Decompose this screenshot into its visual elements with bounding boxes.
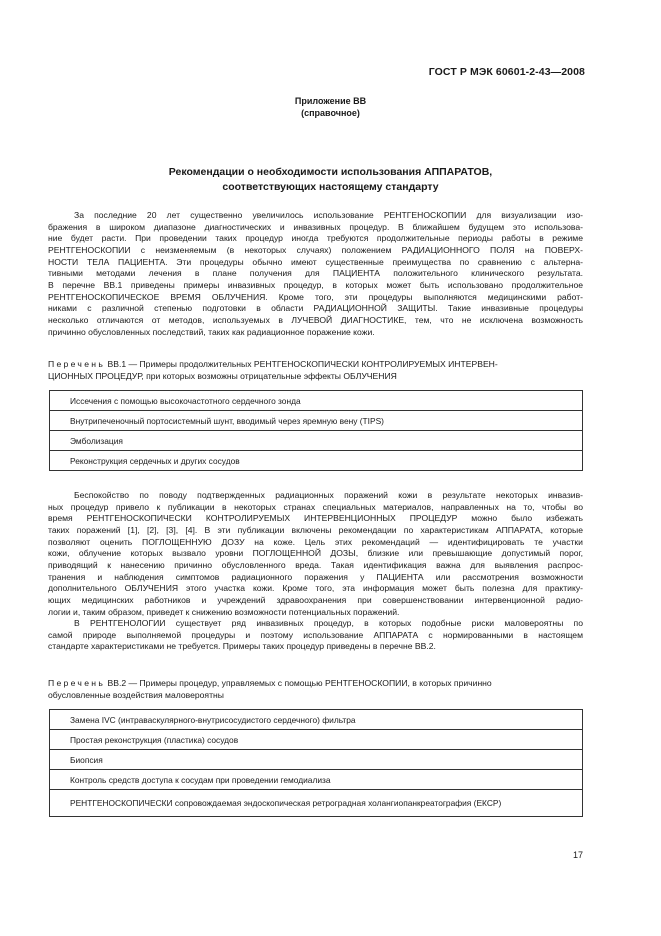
text-line: кожи, облучение которых вызвало уровни ПОГЛОЩЕННОЙ ДОЗЫ, близкие или превышающие допустимый порог,	[48, 548, 583, 559]
annex-kind: (справочное)	[301, 108, 360, 118]
text-line: Беспокойство по поводу подтвержденных радиационных поражений кожи в результате некоторых инвазив-	[74, 490, 583, 500]
concern-paragraph	[48, 490, 583, 618]
text-line: самой природе выполняемой процедуры и поэтому использование АППАРАТА с нормированными в настоящем	[48, 629, 583, 640]
text-line: позволяют оценить ПОГЛОЩЕННУЮ ДОЗУ на коже. Цель этих рекомендаций — идентифицировать те участки	[48, 536, 583, 547]
text-line: За последние 20 лет существенно увеличилось использование РЕНТГЕНОСКОПИИ для визуализации изо-	[74, 210, 583, 220]
list-heading-line	[48, 677, 583, 689]
list-bb1-heading	[48, 358, 583, 382]
text-line: РЕНТГЕНОСКОПИИ с неизменяемым (в некоторых случаях) положением РАДИАЦИОННОГО ПОЛЯ на ПОВЕРХ-	[48, 244, 583, 255]
table-cell: Эмболизация	[50, 431, 583, 451]
list-bb1-table	[49, 390, 583, 471]
text-line: логии и, таким образом, приведет к снижению возможности потенциальных поражений.	[48, 606, 400, 617]
text-line: время РЕНТГЕНОСКОПИЧЕСКИ КОНТРОЛИРУЕМЫХ ИНТЕРВЕНЦИОННЫХ ПРОЦЕДУР можно было избежать	[48, 513, 583, 524]
intro-paragraph	[48, 210, 583, 338]
text-line: тивными методами лечения в плане получения для ПАЦИЕНТА положительного клинического результата.	[48, 268, 583, 279]
list-heading-line	[48, 358, 583, 370]
list-bb2-heading	[48, 677, 583, 701]
list-heading-line: ЦИОННЫХ ПРОЦЕДУР, при которых возможны отрицательные эффекты ОБЛУЧЕНИЯ	[48, 371, 397, 381]
list-bb2-table	[49, 709, 583, 817]
table-cell: Биопсия	[50, 750, 583, 770]
table-row	[50, 750, 583, 770]
table-row	[50, 411, 583, 431]
text-line: В перечне ВВ.1 приведены примеры инвазивных процедур, в которых может быть использовано продолжительное	[48, 279, 583, 290]
table-row	[50, 790, 583, 817]
section-title	[0, 165, 661, 195]
table-cell: РЕНТГЕНОСКОПИЧЕСКИ сопровождаемая эндоскопическая ретроградная холангиопанкреатография (ЕКСР)	[50, 790, 583, 817]
table-row	[50, 730, 583, 750]
page-number: 17	[572, 850, 583, 860]
text-line: ющих медицинских работников и учреждений здравоохранения при совершенствовании интервенционной радио-	[48, 594, 583, 605]
list-label: Перечень	[48, 678, 106, 688]
text-line: дополнительного ОБЛУЧЕНИЯ этого участка кожи. Кроме того, эта информация может быть полезна для практику-	[48, 583, 583, 594]
text-line: ние будет расти. При проведении таких процедур иногда требуются продолжительные периоды работы в режиме	[48, 233, 583, 244]
text-line: приводящий к нанесению причинно обусловленного вреда. Такая идентификация важна для выявления распрос-	[48, 559, 583, 570]
table-row	[50, 451, 583, 471]
table-cell: Внутрипеченочный портосистемный шунт, вводимый через яремную вену (TIPS)	[50, 411, 583, 431]
table-row	[50, 391, 583, 411]
table-cell: Контроль средств доступа к сосудам при проведении гемодиализа	[50, 770, 583, 790]
text-line: причинно обусловленных последствий, таких как радиационное поражение кожи.	[48, 326, 375, 337]
list-heading-line: обусловленные воздействия маловероятны	[48, 690, 224, 700]
text-line: бражения в широком диапазоне диагностических и инвазивных процедур. В ближайшем будущем это использова-	[48, 221, 583, 232]
table-cell: Иссечения с помощью высокочастотного сердечного зонда	[50, 391, 583, 411]
text-line: таких поражений [1], [2], [3], [4]. В эти публикации включены рекомендации по характеристикам АППАРАТА, которые	[48, 524, 583, 535]
document-code: ГОСТ Р МЭК 60601-2-43—2008	[428, 66, 585, 78]
table-row	[50, 710, 583, 730]
table-row	[50, 770, 583, 790]
text-line: никами с различной степенью подготовки в области РАДИАЦИОННОЙ ЗАЩИТЫ. Такие инвазивные процедуры	[48, 303, 583, 314]
text-line: стандарте характеристиками не требуется. Примеры таких процедур приведены в перечне ВВ.2.	[48, 641, 436, 652]
list-heading-text: ВВ.1 — Примеры продолжительных РЕНТГЕНОСКОПИЧЕСКИ КОНТРОЛИРУЕМЫХ ИНТЕРВЕН-	[107, 359, 498, 369]
table-row	[50, 431, 583, 451]
table-cell: Простая реконструкция (пластика) сосудов	[50, 730, 583, 750]
text-line: В РЕНТГЕНОЛОГИИ существует ряд инвазивных процедур, в которых подобные риски маловероятны по	[74, 618, 583, 628]
list-heading-text: ВВ.2 — Примеры процедур, управляемых с помощью РЕНТГЕНОСКОПИИ, в которых причинно	[107, 678, 492, 688]
text-line: транения и наблюдения симптомов радиационного поражения у ПАЦИЕНТА или рассмотрения возможности	[48, 571, 583, 582]
text-line: НОСТИ ТЕЛА ПАЦИЕНТА. Эти процедуры обычно имеют существенные преимущества по сравнению с альтерна-	[48, 256, 583, 267]
section-title-line: Рекомендации о необходимости использования АППАРАТОВ,	[168, 166, 493, 178]
annex-title: Приложение ВВ	[294, 96, 367, 106]
section-title-line: соответствующих настоящему стандарту	[222, 181, 439, 193]
text-line: ных процедур привело к публикации в некоторых странах специальных материалов, направленных на то, чтобы во	[48, 501, 583, 512]
text-line: РЕНТГЕНОСКОПИЧЕСКОЕ ВРЕМЯ ОБЛУЧЕНИЯ. Кроме того, эти процедуры выполняются медицинскими работ-	[48, 291, 583, 302]
radiology-paragraph	[48, 618, 583, 653]
list-label: Перечень	[48, 359, 106, 369]
table-cell: Замена IVC (интраваскулярного-внутрисосудистого сердечного) фильтра	[50, 710, 583, 730]
table-cell: Реконструкция сердечных и других сосудов	[50, 451, 583, 471]
text-line: несколько отличаются от методов, используемых в ЛУЧЕВОЙ ДИАГНОСТИКЕ, тем, что не исключена возможность	[48, 314, 583, 325]
